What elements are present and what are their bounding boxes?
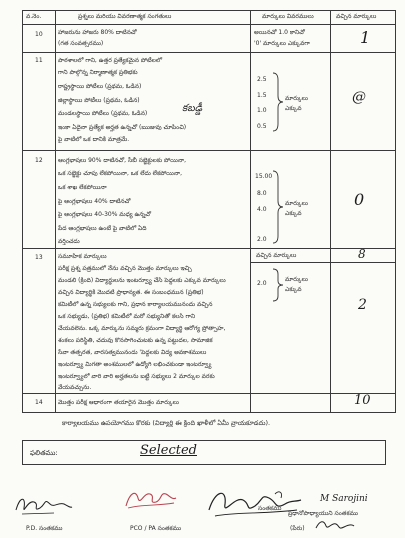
sub-row-divider — [250, 262, 396, 263]
marks-label: ఎక్కువ — [285, 286, 302, 293]
row-text-line: రాష్ట్రస్థాయి పోటీలు (ప్రథమ, ఓడిన) — [58, 83, 142, 90]
marks-scale-value: 0.5 — [257, 123, 267, 130]
name-label: (పేరు) — [290, 525, 305, 532]
row-text-line: వర్తించదు — [58, 238, 80, 245]
column-divider — [330, 10, 331, 413]
handwritten-marks-obtained: 1 — [360, 28, 371, 47]
row-text-line: ఒక శాఖ లేకపోయినా — [58, 184, 107, 191]
marks-label: మార్కులు — [285, 276, 308, 283]
row-title: సమూహిక మార్కులు — [58, 253, 107, 260]
marks-brace — [272, 170, 284, 244]
pd-signature — [14, 492, 74, 518]
handwritten-sub-value: 8 — [358, 247, 366, 261]
handwritten-sport-note: కబడ్డీ — [182, 103, 203, 114]
result-label: ఫలితము: — [30, 449, 58, 457]
row-text-line: పేద ఆంగ్లభాషలు ఉంటే పై వాటిలో ఏది — [58, 225, 147, 232]
row-text-line: పరీక్ష ప్రశ్న పత్రములో నేను వచ్చిన మొత్తం మార్కులు ఇచ్చి — [58, 265, 192, 272]
marks-brace — [272, 268, 284, 302]
marks-brace — [272, 72, 284, 132]
marks-scale-value: 8.0 — [257, 190, 267, 197]
row-text-line: ఇంటర్వ్యూలో వారి వారి అర్హతలను బట్టి సభ్యులు 2 మార్కుల వరకు — [58, 373, 215, 380]
row-divider — [22, 24, 396, 25]
marks-scale-value: 2.0 — [257, 280, 267, 287]
marks-label: మార్కులు — [285, 200, 308, 207]
row-text-line: గాని పాల్గొన్న నిర్మాణాత్మక ప్రతిభకు — [58, 69, 138, 76]
row-divider — [22, 393, 396, 394]
name-scribble — [314, 518, 356, 532]
marks-scale-value: 15.00 — [255, 173, 273, 180]
row-number: 13 — [35, 254, 43, 261]
row-text-line: ఇంటర్వ్యూ మిగతా అంశములలో ఉద్యోగి లభించకుండా ఇంటర్వ్యూ — [58, 361, 212, 368]
marks-scale-value: 2.0 — [257, 236, 267, 243]
handwritten-marks-obtained: 0 — [354, 190, 365, 209]
marks-scale-value: 1.0 — [257, 107, 267, 114]
pco-signature-label: PCO / PA సంతకము — [130, 525, 182, 532]
marks-detail-line: అయినచో 1.0 కానిచో — [254, 29, 305, 36]
marks-scale-value: 1.5 — [257, 92, 267, 99]
marks-label: మార్కులు — [285, 95, 308, 102]
marks-label: ఎక్కువ — [285, 210, 302, 217]
row-text-line: హాజరును హాజరు 80% దాటినచో — [58, 29, 137, 36]
row-text-line: శంకలు పరిస్థితి, చదువు కొనసాగించుటకు ఉన్న పట్టుదల, సామాజిక — [58, 337, 213, 344]
row-divider — [22, 150, 396, 151]
result-box — [22, 440, 386, 465]
marks-scale-value: 4.0 — [257, 206, 267, 213]
row-text-line: మొత్తం పరీక్ష ఆధారంగా తయారైన మొత్తం మార్కులు — [58, 399, 179, 406]
header-sno: వ.నెం. — [26, 13, 42, 20]
handwritten-result: Selected — [140, 443, 197, 458]
marks-detail-line: '0' మార్కులు ఎక్కువగా — [254, 40, 310, 47]
row-number: 14 — [35, 399, 43, 406]
row-text-line: ఆంగ్లభాషలు 90% దాటినచో, సీబీ సబ్జెక్టులకు పోయినా, — [58, 157, 186, 164]
header-marks-details: మార్కులు వివరములు — [262, 13, 314, 20]
row-text-line: వచ్చిన విద్యార్థికి మొదటి ప్రాధాన్యత. ఈ సంబంధమున (ప్రతిభ) — [58, 289, 204, 296]
principal-signature-label: ప్రధానోపాధ్యాయుని సంతకము — [288, 510, 359, 517]
handwritten-marks-obtained: 2 — [358, 297, 367, 313]
row-text-line: చేయవలెను. ఒక్క మార్కును సమ్మరు క్రమంగా విద్యార్థి ఆరోగ్య ప్రోత్సాహ, — [58, 325, 226, 332]
row-text-line: కమిటీలో ఉన్న సభ్యులకు గాని, ప్రధాన కార్యాలయమునందు వచ్చిన — [58, 301, 213, 308]
row-text-line: ఇంకా ఏదైనా ప్రత్యేక అర్హత ఉన్నచో (ఋజువు చూపించి) — [58, 124, 187, 131]
row-divider — [22, 248, 396, 249]
member-signature-label: సంతకము — [258, 505, 282, 512]
row-text-line: (గత సంవత్సరము) — [58, 40, 104, 47]
row-text-line: పై వాటిలో ఒక దానికి మాత్రమే. — [58, 136, 130, 143]
marks-label: ఎక్కువ — [285, 105, 302, 112]
row-number: 11 — [35, 57, 43, 64]
header-description: ప్రశ్నలు మరియు వివరణాత్మక సంగతులు — [78, 13, 172, 20]
row-text-line: సేవా తత్పరత, వారసత్వమునందు 'పెద్దలకు విద్య అవకాశములు — [58, 349, 207, 356]
row-text-line: పై ఆంగ్లభాషలు 40% దాటినచో — [58, 198, 131, 205]
row-text-line: ఒక సబ్జెక్టు చూపు లేకపోయినా, ఒక లేదు లేకపోయినా, — [58, 170, 183, 177]
header-marks-obtained: వచ్చిన మార్కులు — [336, 13, 377, 20]
marks-scale-value: 2.5 — [257, 76, 267, 83]
row-text-line: పై ఆంగ్లభాషలు 40-30% మధ్య ఉన్నచో — [58, 211, 152, 218]
pd-signature-label: P.D. సంతకము — [26, 525, 63, 532]
row-text-line: మండలి (క్రింది) విద్యార్థులను ఇంటర్వ్యూ చేసి పెద్దలకు ఎక్కువ మార్కులు — [58, 277, 226, 284]
row-text-line: మండలస్థాయి పోటీలు (ప్రథమ, ఓడిన) — [58, 110, 148, 117]
office-use-note: కార్యాలయము ఉపయోగము కొరకు (విద్యార్థి ఈ క్రింది ఖాళీలో ఏమీ వ్రాయకూడదు). — [62, 419, 271, 427]
row-text-line: వేయవచ్చును. — [58, 384, 92, 391]
pco-signature — [122, 486, 180, 512]
row-text-line: పాఠశాలలో గాని, ఉత్తర ప్రత్యేకమైన పోటీలలో — [58, 57, 163, 64]
column-divider — [250, 10, 251, 413]
row-text-line: జిల్లాస్థాయి పోటీలు (ప్రథమ, ఓడిన) — [58, 97, 140, 104]
handwritten-principal-name: M Sarojini — [320, 494, 368, 504]
sub-header: వచ్చిన మార్కులు — [256, 252, 297, 259]
row-text-line: ఒక సభ్యుడు, (ప్రతిభ) కమిటీలో మరో సభ్యునితో కలసి గాని — [58, 313, 196, 320]
row-divider — [22, 52, 396, 53]
row-number: 12 — [35, 157, 43, 164]
handwritten-marks-obtained: @ — [352, 89, 366, 105]
handwritten-total-marks: 10 — [354, 393, 371, 408]
row-number: 10 — [35, 31, 43, 38]
column-divider — [55, 10, 56, 413]
